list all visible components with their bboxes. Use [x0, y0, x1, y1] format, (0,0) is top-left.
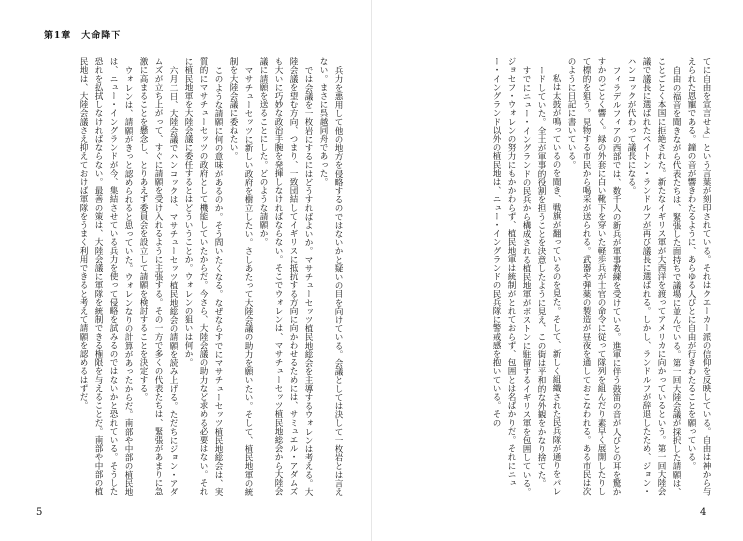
page-number-right: 4 — [700, 507, 707, 518]
paragraph: すでにニュー・イングランドの民兵から構成される植民地軍がボストンに駐留するイギリス軍を包囲している。ジョセフ・ウォレンの努力にもかかわらず、植民地軍は統制がとれておらず、包囲とは名ばかりだ。それにニュー・イングランド以外の植民地は、ニュー・イングランドの民兵隊に警戒感を抱いている。その — [491, 57, 531, 496]
paragraph: このような請願に何の意味があるのか。そう問いたくなる。なぜならすでにマサチューセッツ植民地総会は、実質的にマサチューセッツの政府として機能していたからだ。今さら、大陸会議の助力など求める必要はない。それに植民地軍を大陸会議に委任するとはどういうことか。ウォレンの狙いは何か。 — [183, 57, 223, 496]
page-number-left: 5 — [36, 507, 43, 518]
paragraph: ウォレンは、請願がきっと認められると思っていた。ウォレンなりの計算があったからだ。南部や中部の植民地は、ニュー・イングランドが今、集結させている兵力を使って侵略を試みるのではないかと恐れている。そうした恐れを払拭しなければならない。最善の策は、大陸会議に軍隊を統制できる権限を与えることだ。南部や中部の植民地は、大陸会議さえ抑えておけば軍隊をうまく利用できると考えて請願を認めるはずだ。 — [78, 57, 133, 496]
page-gutter — [371, 0, 372, 541]
paragraph: 六月二日、大陸会議でハンコックは、マサチューセッツ植民地総会の請願を読み上げる。ただちにジョン・アダムズが立ち上がって、すぐに請願を受け入れるように主張する。その一方で多くの代表たちは、緊張があまりに急激に高まることを懸念し、とりあえず委員会を設立して請願を検討することを決定する。 — [138, 57, 178, 496]
right-page-body — [396, 57, 713, 497]
paragraph: 自由の福音を聞きながら代表たちは、緊張した面持ちで議場に並んでいる。第一回大陸会議が採択した請願は、ことごとく本国に拒絶された。新たなイギリス軍が大西洋を渡ってアメリカに向かっているという。第一回大陸会議で議長に選ばれたペイトン・ランドルフが再び議長に選ばれる。しかし、ランドルフが辞退したため、ジョン・ハンコックが代わって議長になる。 — [626, 57, 681, 496]
paragraph: フィラデルフィアの西部では、数千人の新兵が軍事教練を受けている。進軍に伴う鼓笛の音が人びとの耳を驚かすかのごとく響く。緑の外套に白い靴下を穿いた軽歩兵が士官の命令に従って隊列を組んだり素早く展開したりして標的を狙う。見物する市民から喝采が送られる。武器や弾薬の製造が昼夜を通しておこなわれる。ある市民は次のように日記に書いている。 — [566, 57, 621, 496]
running-head: 第1章 大命降下 — [44, 31, 122, 41]
block-quote: 私は太鼓が鳴っているのを聞き、戦旗が翻っているのを見た。そして、新しく組織された民兵隊が通りをパレードしていた。全土が軍事的役割を担うことを決意したように見え、この街は平和的な外観をかなり捨てた。 — [536, 65, 561, 496]
paragraph: では会議を一枚岩にするにはどうすればよいか。マサチューセッツ植民地総会を主導するウォレンは考える。大陸会議を望む方向、つまり、一致団結してイギリスに抵抗する方向に向かわせるためには、サミュエル・アダムズも大いに巧妙な政治手腕を発揮しなければならない。そこでウォレンは、マサチューセッツ植民地総会から大陸会議に請願を送ることにした。どのような請願か。 — [258, 57, 313, 496]
paragraph: マサチューセッツに新しい政府を樹立したい。さしあたって大陸会議の助力を願いたい。そして、植民地軍の統制を大陸会議に委ねたい。 — [228, 57, 253, 496]
left-page-body — [54, 57, 345, 497]
paragraph: てに自由を宣言せよ」という言葉が刻印されている。それはクエーカー派の信仰を反映している。自由は神から与えられた恩寵である。鐘の音が響きわたるように、あらゆる人びとに自由が行きわたることを願っている。 — [686, 57, 711, 496]
paragraph: 兵力を悪用して他の地方を侵略するのではないかと疑いの目を向けている。会議としては決して一枚岩とは言えない。まさに呉越同舟であった。 — [318, 57, 343, 496]
